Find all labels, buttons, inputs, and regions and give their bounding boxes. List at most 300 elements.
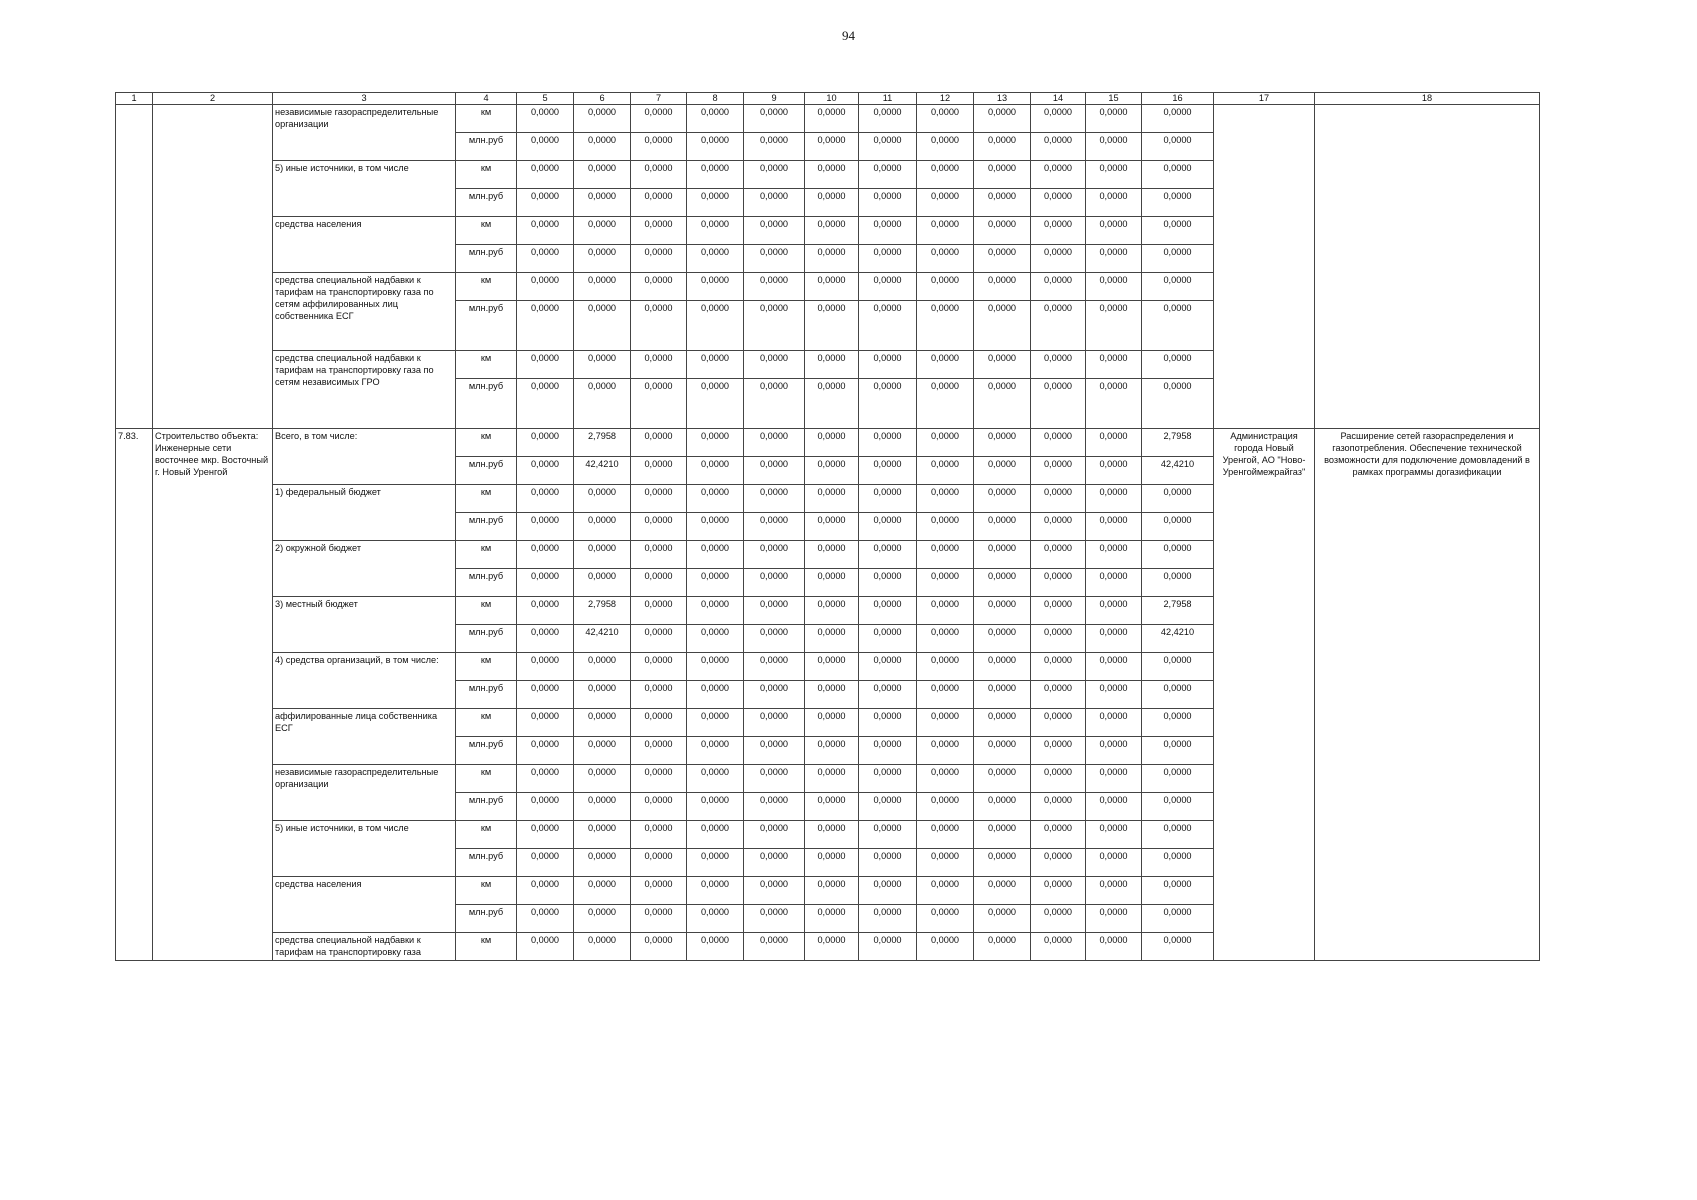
value-cell: 0,0000 xyxy=(744,681,805,709)
value-cell: 0,0000 xyxy=(631,429,687,457)
value-cell: 0,0000 xyxy=(917,709,974,737)
unit-cell: млн.руб xyxy=(456,681,517,709)
value-cell: 2,7958 xyxy=(1142,597,1214,625)
value-cell: 0,0000 xyxy=(631,653,687,681)
unit-cell: км xyxy=(456,105,517,133)
value-cell: 0,0000 xyxy=(805,105,859,133)
value-cell: 0,0000 xyxy=(805,821,859,849)
unit-cell: млн.руб xyxy=(456,189,517,217)
value-cell: 0,0000 xyxy=(1142,821,1214,849)
column-header: 9 xyxy=(744,93,805,105)
value-cell: 0,0000 xyxy=(687,765,744,793)
value-cell: 0,0000 xyxy=(1031,301,1086,351)
value-cell: 0,0000 xyxy=(974,161,1031,189)
value-cell: 0,0000 xyxy=(744,597,805,625)
value-cell: 0,0000 xyxy=(687,821,744,849)
unit-cell: млн.руб xyxy=(456,625,517,653)
value-cell: 42,4210 xyxy=(574,625,631,653)
value-cell: 0,0000 xyxy=(1031,933,1086,961)
value-cell: 0,0000 xyxy=(574,709,631,737)
value-cell: 0,0000 xyxy=(974,133,1031,161)
value-cell: 0,0000 xyxy=(1142,737,1214,765)
value-cell: 0,0000 xyxy=(687,681,744,709)
value-cell: 0,0000 xyxy=(687,245,744,273)
value-cell: 42,4210 xyxy=(1142,625,1214,653)
value-cell: 0,0000 xyxy=(859,245,917,273)
value-cell: 0,0000 xyxy=(859,625,917,653)
value-cell: 0,0000 xyxy=(917,429,974,457)
value-cell: 0,0000 xyxy=(805,379,859,429)
value-cell: 0,0000 xyxy=(1142,877,1214,905)
value-cell: 0,0000 xyxy=(805,301,859,351)
value-cell: 0,0000 xyxy=(1142,379,1214,429)
value-cell: 0,0000 xyxy=(687,933,744,961)
value-cell: 0,0000 xyxy=(859,569,917,597)
value-cell: 0,0000 xyxy=(859,821,917,849)
value-cell: 0,0000 xyxy=(859,597,917,625)
value-cell: 0,0000 xyxy=(744,765,805,793)
value-cell: 0,0000 xyxy=(859,709,917,737)
column-header: 4 xyxy=(456,93,517,105)
unit-cell: км xyxy=(456,217,517,245)
value-cell: 0,0000 xyxy=(805,737,859,765)
value-cell: 0,0000 xyxy=(1142,765,1214,793)
unit-cell: млн.руб xyxy=(456,379,517,429)
value-cell: 0,0000 xyxy=(574,189,631,217)
value-cell: 0,0000 xyxy=(687,217,744,245)
value-cell: 0,0000 xyxy=(974,737,1031,765)
value-cell: 0,0000 xyxy=(1086,765,1142,793)
value-cell: 0,0000 xyxy=(917,737,974,765)
value-cell: 0,0000 xyxy=(687,301,744,351)
unit-cell: млн.руб xyxy=(456,849,517,877)
value-cell: 0,0000 xyxy=(517,905,574,933)
funding-source: независимые газораспределительные организации xyxy=(273,765,456,821)
value-cell: 0,0000 xyxy=(631,793,687,821)
value-cell: 0,0000 xyxy=(744,245,805,273)
value-cell: 0,0000 xyxy=(1031,189,1086,217)
value-cell: 0,0000 xyxy=(917,765,974,793)
unit-cell: млн.руб xyxy=(456,569,517,597)
value-cell: 0,0000 xyxy=(1031,681,1086,709)
funding-source: 5) иные источники, в том числе xyxy=(273,821,456,877)
value-cell: 0,0000 xyxy=(917,849,974,877)
value-cell: 0,0000 xyxy=(1086,273,1142,301)
value-cell: 0,0000 xyxy=(574,133,631,161)
value-cell: 0,0000 xyxy=(917,217,974,245)
column-header: 13 xyxy=(974,93,1031,105)
value-cell: 0,0000 xyxy=(517,379,574,429)
investment-program-table xyxy=(115,92,1540,961)
value-cell: 0,0000 xyxy=(1086,429,1142,457)
value-cell: 0,0000 xyxy=(1031,877,1086,905)
value-cell: 0,0000 xyxy=(574,217,631,245)
value-cell: 0,0000 xyxy=(1142,569,1214,597)
value-cell: 0,0000 xyxy=(744,541,805,569)
value-cell: 0,0000 xyxy=(574,301,631,351)
value-cell: 0,0000 xyxy=(631,485,687,513)
value-cell: 0,0000 xyxy=(1142,709,1214,737)
unit-cell: млн.руб xyxy=(456,905,517,933)
unit-cell: млн.руб xyxy=(456,133,517,161)
value-cell: 0,0000 xyxy=(1086,189,1142,217)
column-header: 10 xyxy=(805,93,859,105)
item-name xyxy=(153,105,273,429)
value-cell: 0,0000 xyxy=(744,653,805,681)
value-cell: 0,0000 xyxy=(631,161,687,189)
value-cell: 0,0000 xyxy=(687,653,744,681)
value-cell: 0,0000 xyxy=(859,513,917,541)
value-cell: 0,0000 xyxy=(974,821,1031,849)
item-code: 7.83. xyxy=(116,429,153,961)
value-cell: 42,4210 xyxy=(574,457,631,485)
value-cell: 0,0000 xyxy=(1086,217,1142,245)
value-cell: 0,0000 xyxy=(859,485,917,513)
value-cell: 0,0000 xyxy=(917,541,974,569)
unit-cell: км xyxy=(456,877,517,905)
value-cell: 0,0000 xyxy=(859,793,917,821)
value-cell: 0,0000 xyxy=(859,301,917,351)
value-cell: 0,0000 xyxy=(517,429,574,457)
project-purpose xyxy=(1315,105,1540,429)
value-cell: 0,0000 xyxy=(805,905,859,933)
value-cell: 0,0000 xyxy=(1031,133,1086,161)
funding-source: Всего, в том числе: xyxy=(273,429,456,485)
funding-source: 3) местный бюджет xyxy=(273,597,456,653)
value-cell: 0,0000 xyxy=(1031,429,1086,457)
value-cell: 0,0000 xyxy=(974,429,1031,457)
value-cell: 0,0000 xyxy=(1086,597,1142,625)
unit-cell: км xyxy=(456,161,517,189)
value-cell: 0,0000 xyxy=(917,485,974,513)
value-cell: 0,0000 xyxy=(974,379,1031,429)
value-cell: 0,0000 xyxy=(974,457,1031,485)
value-cell: 0,0000 xyxy=(859,457,917,485)
value-cell: 0,0000 xyxy=(744,905,805,933)
responsible-executor: Администрация города Новый Уренгой, АО "Ново-Уренгоймежрайгаз" xyxy=(1214,429,1315,961)
value-cell: 0,0000 xyxy=(1142,513,1214,541)
value-cell: 0,0000 xyxy=(805,765,859,793)
value-cell: 0,0000 xyxy=(974,709,1031,737)
column-header: 18 xyxy=(1315,93,1540,105)
unit-cell: млн.руб xyxy=(456,513,517,541)
value-cell: 0,0000 xyxy=(517,653,574,681)
value-cell: 0,0000 xyxy=(744,737,805,765)
value-cell: 0,0000 xyxy=(805,513,859,541)
value-cell: 0,0000 xyxy=(517,793,574,821)
value-cell: 0,0000 xyxy=(687,273,744,301)
value-cell: 0,0000 xyxy=(1031,351,1086,379)
value-cell: 0,0000 xyxy=(1086,681,1142,709)
value-cell: 0,0000 xyxy=(917,905,974,933)
value-cell: 0,0000 xyxy=(687,541,744,569)
value-cell: 0,0000 xyxy=(974,273,1031,301)
value-cell: 0,0000 xyxy=(917,597,974,625)
value-cell: 0,0000 xyxy=(631,245,687,273)
unit-cell: км xyxy=(456,597,517,625)
value-cell: 0,0000 xyxy=(1142,933,1214,961)
value-cell: 0,0000 xyxy=(744,933,805,961)
column-header: 6 xyxy=(574,93,631,105)
unit-cell: км xyxy=(456,485,517,513)
table-row xyxy=(116,105,1540,133)
value-cell: 0,0000 xyxy=(805,625,859,653)
value-cell: 0,0000 xyxy=(744,485,805,513)
value-cell: 0,0000 xyxy=(917,513,974,541)
value-cell: 0,0000 xyxy=(1086,933,1142,961)
column-header: 11 xyxy=(859,93,917,105)
value-cell: 0,0000 xyxy=(517,301,574,351)
value-cell: 0,0000 xyxy=(574,351,631,379)
value-cell: 0,0000 xyxy=(744,821,805,849)
value-cell: 0,0000 xyxy=(1142,217,1214,245)
column-header: 17 xyxy=(1214,93,1315,105)
value-cell: 0,0000 xyxy=(517,351,574,379)
value-cell: 0,0000 xyxy=(744,569,805,597)
value-cell: 0,0000 xyxy=(1031,569,1086,597)
value-cell: 0,0000 xyxy=(917,681,974,709)
value-cell: 0,0000 xyxy=(744,379,805,429)
value-cell: 0,0000 xyxy=(917,351,974,379)
table-row xyxy=(116,429,1540,457)
value-cell: 0,0000 xyxy=(574,681,631,709)
value-cell: 0,0000 xyxy=(744,457,805,485)
value-cell: 0,0000 xyxy=(1086,541,1142,569)
value-cell: 0,0000 xyxy=(1031,217,1086,245)
value-cell: 0,0000 xyxy=(517,105,574,133)
funding-source: 5) иные источники, в том числе xyxy=(273,161,456,217)
value-cell: 0,0000 xyxy=(917,161,974,189)
value-cell: 0,0000 xyxy=(805,541,859,569)
value-cell: 0,0000 xyxy=(517,849,574,877)
value-cell: 0,0000 xyxy=(1086,485,1142,513)
value-cell: 0,0000 xyxy=(859,189,917,217)
value-cell: 0,0000 xyxy=(805,161,859,189)
value-cell: 0,0000 xyxy=(1142,105,1214,133)
responsible-executor xyxy=(1214,105,1315,429)
value-cell: 0,0000 xyxy=(917,301,974,351)
value-cell: 0,0000 xyxy=(805,849,859,877)
value-cell: 0,0000 xyxy=(687,905,744,933)
value-cell: 0,0000 xyxy=(687,189,744,217)
value-cell: 0,0000 xyxy=(917,933,974,961)
value-cell: 0,0000 xyxy=(805,933,859,961)
value-cell: 0,0000 xyxy=(631,541,687,569)
column-header: 8 xyxy=(687,93,744,105)
value-cell: 0,0000 xyxy=(1031,905,1086,933)
value-cell: 0,0000 xyxy=(1086,351,1142,379)
value-cell: 0,0000 xyxy=(805,273,859,301)
value-cell: 0,0000 xyxy=(974,189,1031,217)
value-cell: 0,0000 xyxy=(1086,161,1142,189)
value-cell: 0,0000 xyxy=(687,709,744,737)
value-cell: 0,0000 xyxy=(805,485,859,513)
value-cell: 0,0000 xyxy=(517,161,574,189)
value-cell: 0,0000 xyxy=(805,597,859,625)
value-cell: 0,0000 xyxy=(574,569,631,597)
unit-cell: км xyxy=(456,765,517,793)
value-cell: 0,0000 xyxy=(687,625,744,653)
column-header: 5 xyxy=(517,93,574,105)
value-cell: 0,0000 xyxy=(687,485,744,513)
value-cell: 0,0000 xyxy=(744,877,805,905)
value-cell: 0,0000 xyxy=(631,877,687,905)
value-cell: 0,0000 xyxy=(1031,737,1086,765)
value-cell: 0,0000 xyxy=(687,849,744,877)
unit-cell: км xyxy=(456,351,517,379)
value-cell: 0,0000 xyxy=(631,133,687,161)
value-cell: 0,0000 xyxy=(1031,245,1086,273)
value-cell: 0,0000 xyxy=(687,351,744,379)
value-cell: 0,0000 xyxy=(974,351,1031,379)
value-cell: 0,0000 xyxy=(1086,105,1142,133)
value-cell: 0,0000 xyxy=(687,597,744,625)
value-cell: 0,0000 xyxy=(744,189,805,217)
value-cell: 0,0000 xyxy=(1142,793,1214,821)
value-cell: 0,0000 xyxy=(574,245,631,273)
value-cell: 0,0000 xyxy=(974,105,1031,133)
value-cell: 0,0000 xyxy=(974,653,1031,681)
value-cell: 0,0000 xyxy=(744,513,805,541)
value-cell: 0,0000 xyxy=(974,793,1031,821)
value-cell: 0,0000 xyxy=(917,569,974,597)
value-cell: 0,0000 xyxy=(974,541,1031,569)
value-cell: 0,0000 xyxy=(1031,161,1086,189)
value-cell: 0,0000 xyxy=(859,905,917,933)
value-cell: 0,0000 xyxy=(631,351,687,379)
value-cell: 0,0000 xyxy=(1031,821,1086,849)
value-cell: 0,0000 xyxy=(631,379,687,429)
value-cell: 0,0000 xyxy=(917,793,974,821)
value-cell: 0,0000 xyxy=(805,351,859,379)
funding-source: средства специальной надбавки к тарифам на транспортировку газа по сетям аффилированных лиц собственника ЕСГ xyxy=(273,273,456,351)
value-cell: 0,0000 xyxy=(574,905,631,933)
column-header: 1 xyxy=(116,93,153,105)
value-cell: 0,0000 xyxy=(574,379,631,429)
value-cell: 0,0000 xyxy=(1142,849,1214,877)
value-cell: 0,0000 xyxy=(1086,457,1142,485)
funding-source: 2) окружной бюджет xyxy=(273,541,456,597)
value-cell: 0,0000 xyxy=(1031,513,1086,541)
value-cell: 0,0000 xyxy=(574,877,631,905)
value-cell: 0,0000 xyxy=(1142,905,1214,933)
column-header: 7 xyxy=(631,93,687,105)
value-cell: 0,0000 xyxy=(574,105,631,133)
value-cell: 0,0000 xyxy=(859,653,917,681)
value-cell: 0,0000 xyxy=(744,217,805,245)
unit-cell: млн.руб xyxy=(456,245,517,273)
value-cell: 0,0000 xyxy=(974,625,1031,653)
value-cell: 0,0000 xyxy=(744,849,805,877)
value-cell: 0,0000 xyxy=(631,765,687,793)
unit-cell: млн.руб xyxy=(456,737,517,765)
value-cell: 0,0000 xyxy=(805,569,859,597)
value-cell: 0,0000 xyxy=(974,217,1031,245)
value-cell: 0,0000 xyxy=(517,681,574,709)
value-cell: 0,0000 xyxy=(1031,541,1086,569)
item-name: Строительство объекта: Инженерные сети восточнее мкр. Восточный г. Новый Уренгой xyxy=(153,429,273,961)
value-cell: 0,0000 xyxy=(744,301,805,351)
value-cell: 0,0000 xyxy=(917,625,974,653)
value-cell: 0,0000 xyxy=(687,161,744,189)
value-cell: 0,0000 xyxy=(1031,709,1086,737)
value-cell: 0,0000 xyxy=(517,541,574,569)
value-cell: 0,0000 xyxy=(1142,245,1214,273)
column-header: 2 xyxy=(153,93,273,105)
value-cell: 0,0000 xyxy=(974,933,1031,961)
value-cell: 0,0000 xyxy=(1086,737,1142,765)
value-cell: 0,0000 xyxy=(517,569,574,597)
value-cell: 0,0000 xyxy=(631,933,687,961)
value-cell: 0,0000 xyxy=(687,513,744,541)
value-cell: 0,0000 xyxy=(574,933,631,961)
value-cell: 0,0000 xyxy=(1142,133,1214,161)
value-cell: 0,0000 xyxy=(687,105,744,133)
value-cell: 0,0000 xyxy=(517,625,574,653)
value-cell: 0,0000 xyxy=(805,429,859,457)
value-cell: 0,0000 xyxy=(1086,245,1142,273)
value-cell: 0,0000 xyxy=(687,457,744,485)
value-cell: 0,0000 xyxy=(805,245,859,273)
value-cell: 0,0000 xyxy=(687,793,744,821)
value-cell: 0,0000 xyxy=(1142,653,1214,681)
value-cell: 0,0000 xyxy=(859,105,917,133)
value-cell: 0,0000 xyxy=(1142,351,1214,379)
value-cell: 0,0000 xyxy=(859,737,917,765)
value-cell: 0,0000 xyxy=(805,793,859,821)
value-cell: 0,0000 xyxy=(574,541,631,569)
value-cell: 0,0000 xyxy=(744,793,805,821)
value-cell: 0,0000 xyxy=(1086,513,1142,541)
unit-cell: км xyxy=(456,709,517,737)
value-cell: 0,0000 xyxy=(574,485,631,513)
value-cell: 0,0000 xyxy=(859,379,917,429)
value-cell: 0,0000 xyxy=(1086,379,1142,429)
value-cell: 0,0000 xyxy=(744,161,805,189)
value-cell: 0,0000 xyxy=(744,709,805,737)
value-cell: 0,0000 xyxy=(917,877,974,905)
value-cell: 0,0000 xyxy=(917,245,974,273)
value-cell: 0,0000 xyxy=(974,765,1031,793)
value-cell: 0,0000 xyxy=(517,273,574,301)
value-cell: 0,0000 xyxy=(1031,485,1086,513)
value-cell: 0,0000 xyxy=(744,105,805,133)
value-cell: 0,0000 xyxy=(1086,905,1142,933)
value-cell: 0,0000 xyxy=(859,161,917,189)
value-cell: 0,0000 xyxy=(631,217,687,245)
funding-source: средства населения xyxy=(273,217,456,273)
value-cell: 0,0000 xyxy=(859,933,917,961)
value-cell: 0,0000 xyxy=(631,513,687,541)
value-cell: 0,0000 xyxy=(1086,653,1142,681)
value-cell: 0,0000 xyxy=(574,653,631,681)
column-header: 12 xyxy=(917,93,974,105)
header-row xyxy=(116,93,1540,105)
value-cell: 0,0000 xyxy=(805,189,859,217)
value-cell: 0,0000 xyxy=(1142,273,1214,301)
funding-source: аффилированные лица собственника ЕСГ xyxy=(273,709,456,765)
funding-source: средства населения xyxy=(273,877,456,933)
value-cell: 0,0000 xyxy=(631,189,687,217)
value-cell: 0,0000 xyxy=(687,379,744,429)
column-header: 14 xyxy=(1031,93,1086,105)
page-number: 94 xyxy=(842,28,855,43)
value-cell: 0,0000 xyxy=(917,189,974,217)
value-cell: 0,0000 xyxy=(631,737,687,765)
value-cell: 0,0000 xyxy=(1031,379,1086,429)
value-cell: 0,0000 xyxy=(517,765,574,793)
value-cell: 0,0000 xyxy=(1142,485,1214,513)
